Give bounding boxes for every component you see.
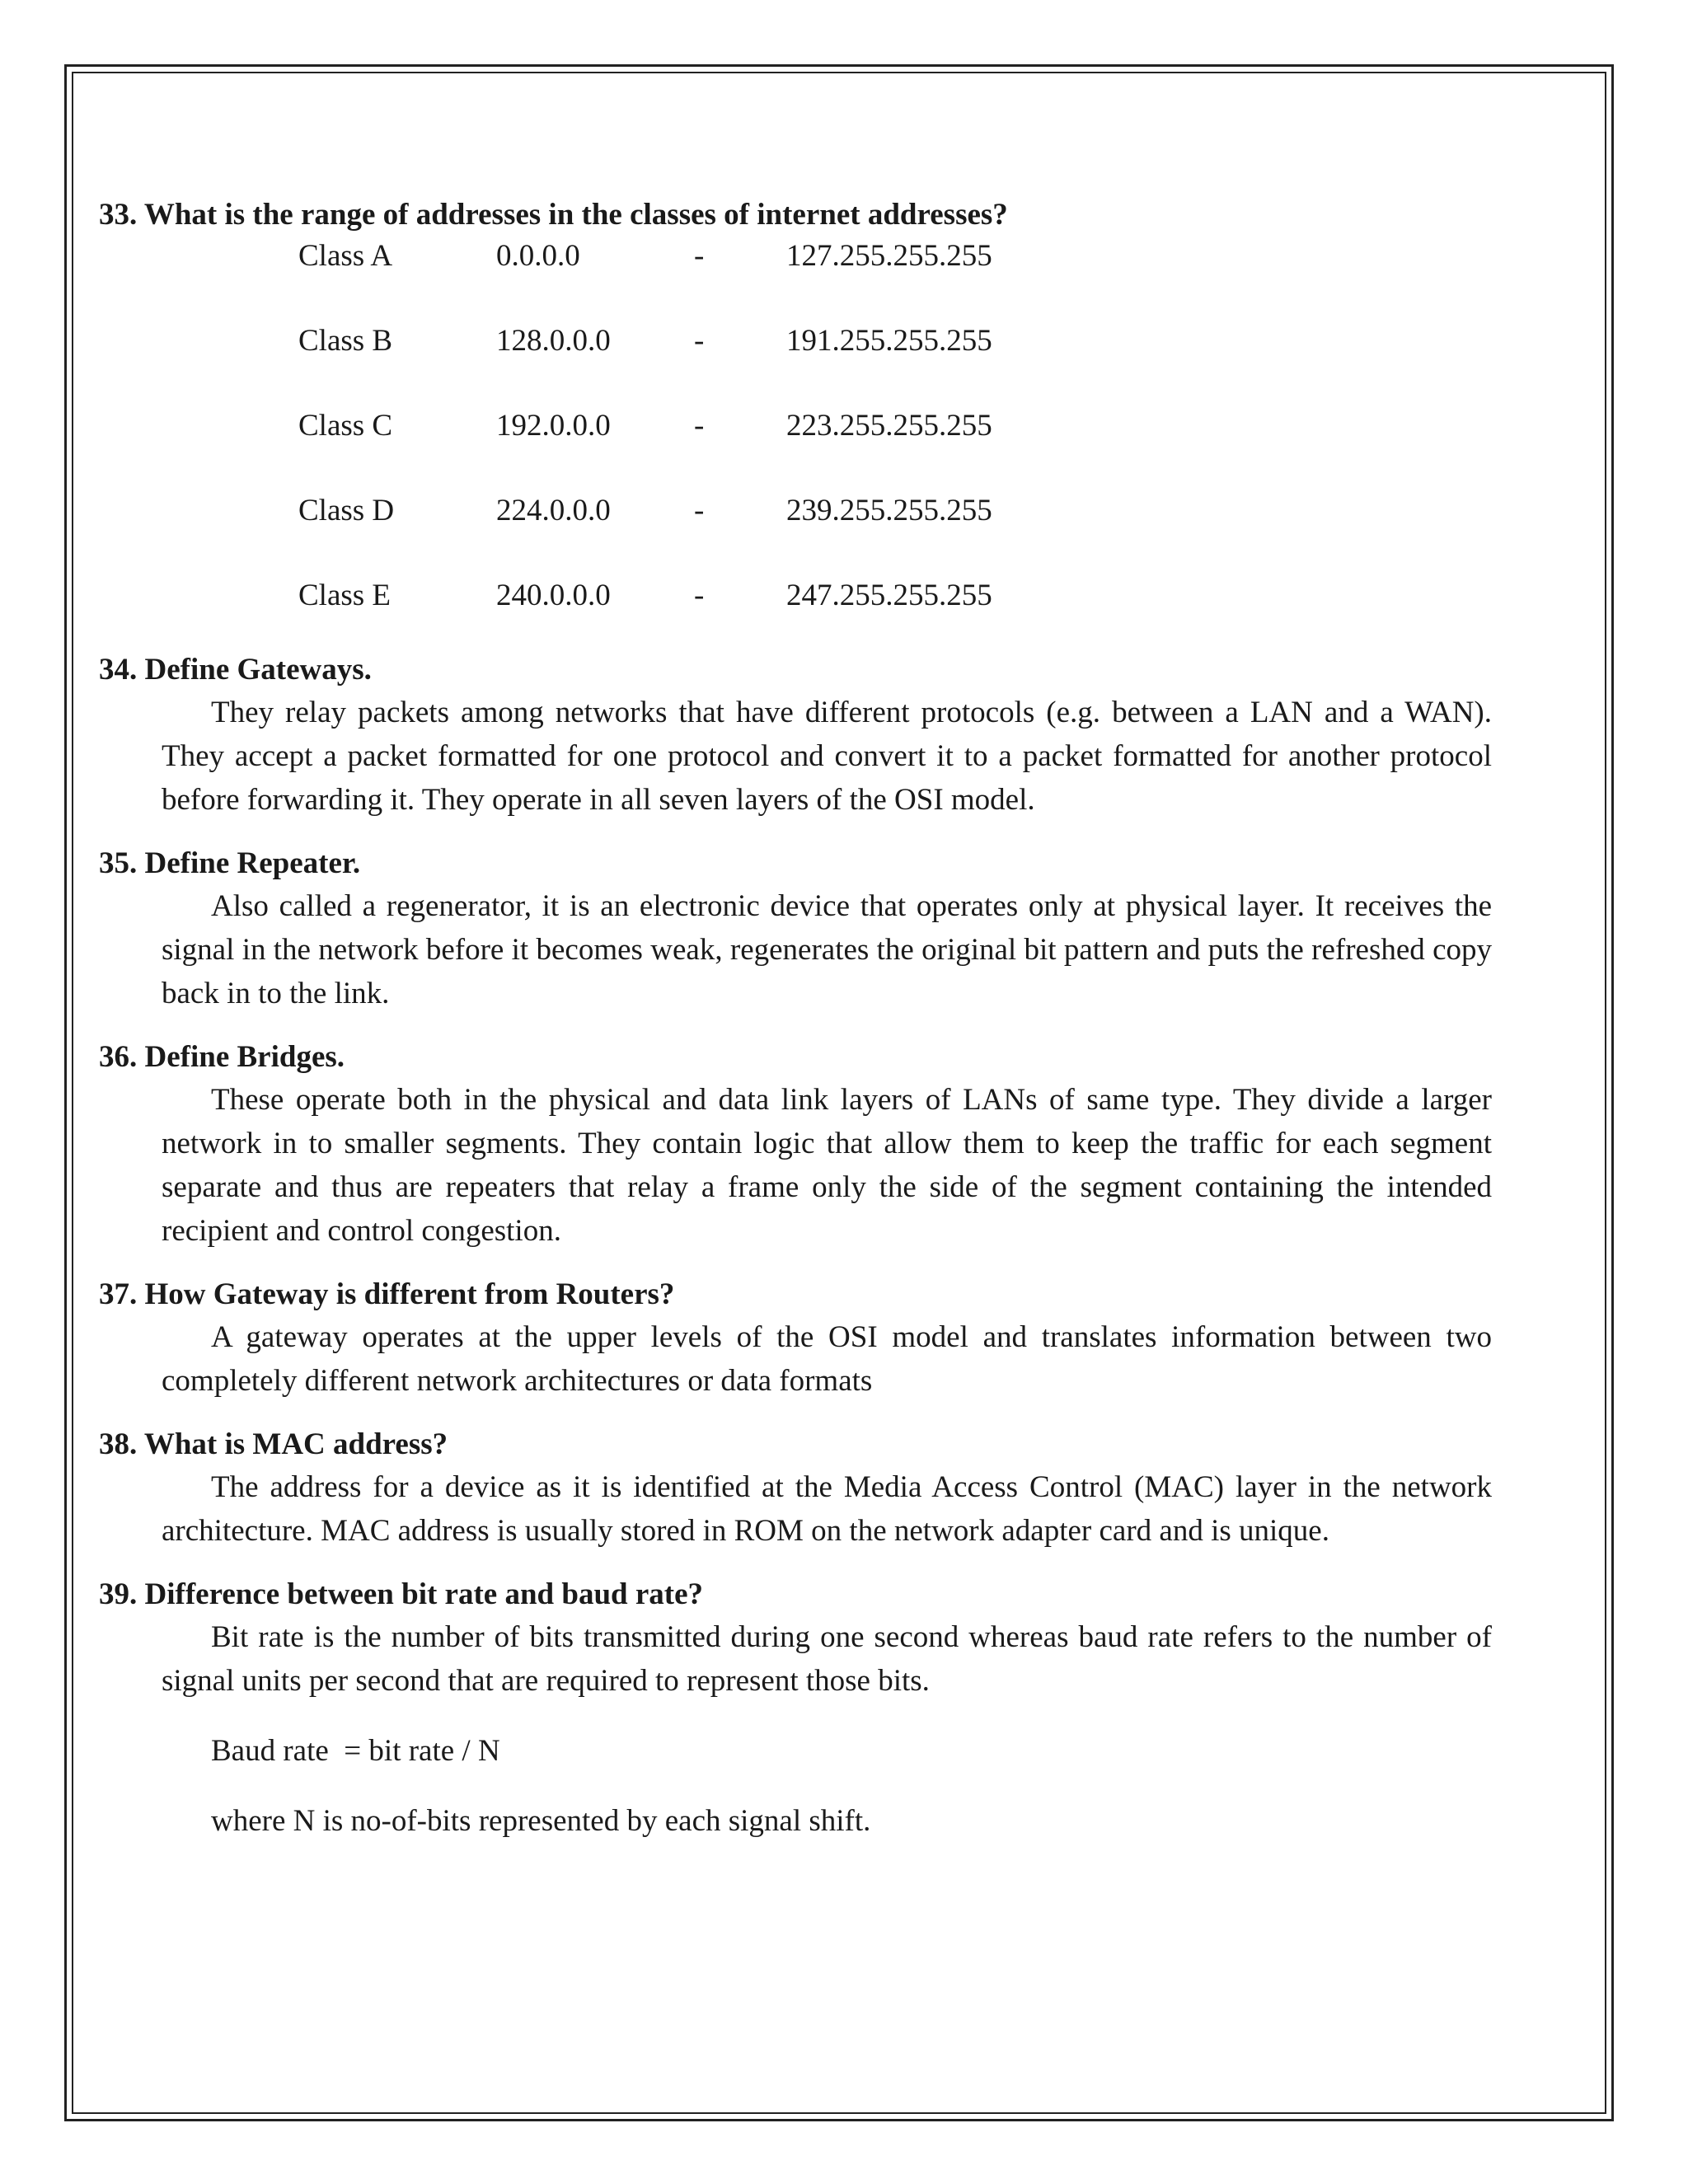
spacer: [99, 1703, 1492, 1729]
address-class-row: [298, 236, 1492, 321]
question-36-title: 36. Define Bridges.: [99, 1040, 345, 1074]
question-33: [99, 194, 1492, 628]
address-class-row: [298, 321, 1492, 405]
question-36-answer: These operate both in the physical and data link layers of LANs of same type. They divide a larger network in to smaller segments. They contain logic that allow them to keep the traffic for each segment separate and thus are repeaters that relay a frame only the side of the segment containing the intended recipient and control congestion.: [162, 1083, 1492, 1248]
question-38: [99, 1424, 1492, 1553]
address-class-row: [298, 490, 1492, 575]
question-34-answer: They relay packets among networks that have different protocols (e.g. between a LAN and a WAN). They accept a packet formatted for one protocol and convert it to a packet formatted for another protocol before forwarding it. They operate in all seven layers of the OSI model.: [162, 696, 1492, 817]
question-39-answer: Bit rate is the number of bits transmitted during one second whereas baud rate refers to the number of signal units per second that are required to represent those bits.: [162, 1620, 1492, 1698]
spacer: [99, 1773, 1492, 1799]
question-35-answer: Also called a regenerator, it is an electronic device that operates only at physical layer. It receives the signal in the network before it becomes weak, regenerates the original bit pattern and puts the refreshed copy back in to the link.: [162, 889, 1492, 1010]
class-end-address: 239.255.255.255: [786, 494, 992, 527]
class-end-address: 191.255.255.255: [786, 324, 992, 358]
question-39-title: 39. Difference between bit rate and baud rate?: [99, 1577, 704, 1611]
question-35-title: 35. Define Repeater.: [99, 846, 361, 880]
question-38-answer: The address for a device as it is identified at the Media Access Control (MAC) layer in the network architecture. MAC address is usually stored in ROM on the network adapter card and is unique.: [162, 1470, 1492, 1548]
range-dash: -: [694, 579, 705, 612]
class-start-address: 224.0.0.0: [496, 494, 611, 527]
question-35: [99, 843, 1492, 1015]
question-38-title: 38. What is MAC address?: [99, 1427, 448, 1461]
address-class-row: [298, 405, 1492, 490]
range-dash: -: [694, 409, 705, 443]
question-36: [99, 1037, 1492, 1253]
range-dash: -: [694, 239, 705, 273]
range-dash: -: [694, 324, 705, 358]
class-name: Class C: [298, 409, 393, 443]
question-37: [99, 1274, 1492, 1403]
class-end-address: 127.255.255.255: [786, 239, 992, 273]
baud-rate-formula: Baud rate = bit rate / N: [211, 1734, 500, 1768]
class-end-address: 247.255.255.255: [786, 579, 992, 612]
class-start-address: 128.0.0.0: [496, 324, 611, 358]
class-end-address: 223.255.255.255: [786, 409, 992, 443]
question-34-title: 34. Define Gateways.: [99, 653, 372, 687]
question-37-title: 37. How Gateway is different from Routers?: [99, 1277, 675, 1311]
class-name: Class E: [298, 579, 392, 612]
question-34: [99, 649, 1492, 822]
address-class-row: [298, 575, 1492, 628]
range-dash: -: [694, 494, 705, 527]
class-start-address: 192.0.0.0: [496, 409, 611, 443]
class-name: Class B: [298, 324, 393, 358]
class-name: Class D: [298, 494, 395, 527]
class-start-address: 0.0.0.0: [496, 239, 580, 273]
question-39: [99, 1574, 1492, 1843]
question-37-answer: A gateway operates at the upper levels of the OSI model and translates information between two completely different network architectures or data formats: [162, 1320, 1492, 1398]
formula-note: where N is no-of-bits represented by each signal shift.: [211, 1804, 871, 1838]
class-name: Class A: [298, 239, 393, 273]
address-class-table: [298, 236, 1492, 628]
document-content: [99, 194, 1492, 1864]
class-start-address: 240.0.0.0: [496, 579, 611, 612]
question-33-title: 33. What is the range of addresses in the classes of internet addresses?: [99, 198, 1008, 232]
